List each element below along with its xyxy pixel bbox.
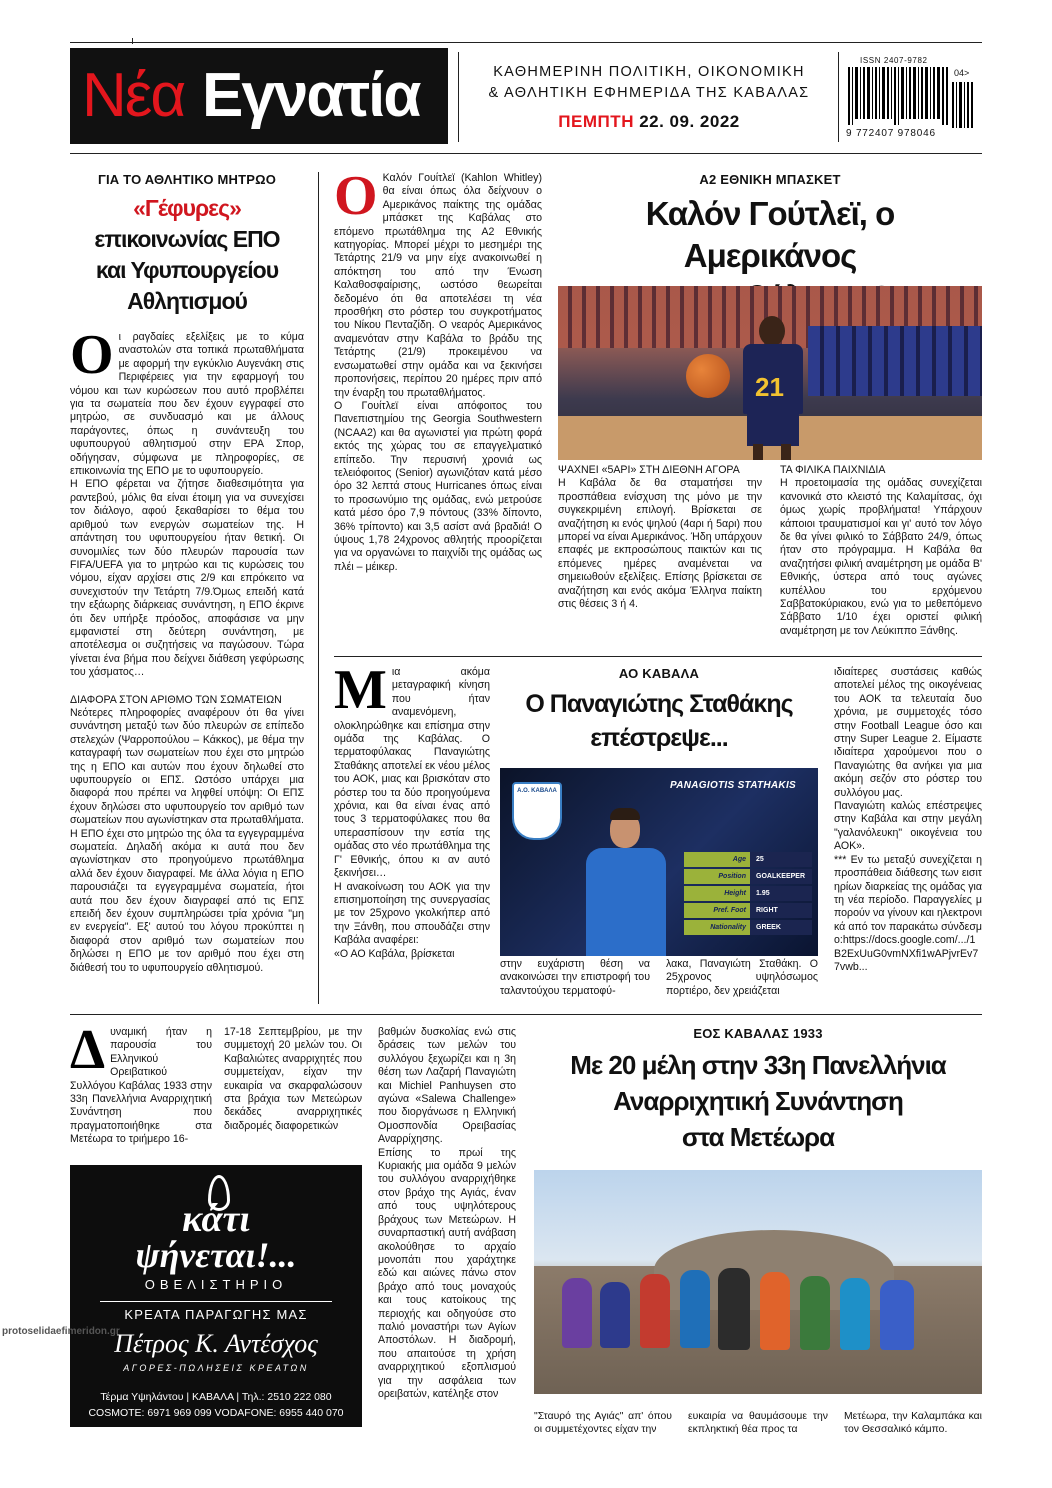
basketball-icon: [686, 354, 730, 398]
stat-row: Height 1.95: [684, 886, 812, 901]
climber: [562, 1278, 592, 1348]
climber: [800, 1276, 830, 1350]
article-epo: [70, 172, 304, 975]
article-stathakis-head: [500, 666, 818, 755]
article-whitley-para-1: Καλόν Γουίτλεϊ (Kahlon Whitley) θα είναι όπως όλα δείχνουν ο Αμερικάνος παίκτης της ομάδας μπάσκετ της Καβάλας στο επόμενο πρωτάθλημα της Α2 Εθνικής κατηγορίας. Μπορεί μέχρι το μεσημέρι της Τετάρτης 21/9 να μην είχε ανακοινωθεί η απόκτηση του από την Ένωση Καλαθοσφαίρισης, ωστόσο θεωρείται δεδομένο ότι θα αποτελέσει τη νέα προσθήκη στο ρόστερ του συγκροτήματος του Νίκου Πενταζίδη. Ο νεαρός Αμερικάνος αναμενόταν στην Καβάλα το βράδυ της Τετάρτης (21/9) προκειμένου να ενσωματωθεί στην ομάδα και να ξεκινήσει προπονήσεις, περίπου 20 ημέρες πριν από την έναρξη του πρωταθλήματος.: [334, 172, 542, 399]
basketball-player-photo: [558, 286, 982, 460]
ad-kati-psinetai: [70, 1165, 362, 1427]
goalkeeper-photo: [500, 768, 818, 956]
ad-business: ΑΓΟΡΕΣ-ΠΩΛΗΣΕΙΣ ΚΡΕΑΤΩΝ: [123, 1363, 309, 1373]
issue-code: 04>: [954, 68, 970, 78]
article-eos-under2: ευκαιρία να θαυμάσουμε την εκπληκτική θέα προς τα: [688, 1411, 828, 1436]
article-whitley-dropcap: Ο: [334, 165, 378, 227]
ad-slogan: ΚΡΕΑΤΑ ΠΑΡΑΓΩΓΗΣ ΜΑΣ: [124, 1307, 308, 1322]
stat-row: Age 25: [684, 852, 812, 867]
tagline-line-2: & ΑΘΛΗΤΙΚΗ ΕΦΗΜΕΡΙΔΑ ΤΗΣ ΚΑΒΑΛΑΣ: [488, 85, 810, 101]
climber: [640, 1274, 670, 1348]
club-badge-icon: [512, 782, 562, 840]
article-eos-col1: Δ υναμική ήταν η παρουσία του Ελληνικού Ορειβατικού Συλλόγου Καβάλας 1933 στην 33η Πανελλήνια Αναρριχητική Συνάντηση που πραγματοποιήθηκε στα Μετέωρα το τριήμερο 16-: [70, 1019, 212, 1146]
article-whitley-sub1: ΨΑΧΝΕΙ «5ΑΡΙ» ΣΤΗ ΔΙΕΘΝΗ ΑΓΟΡΑ Η Καβάλα δε θα σταματήσει την προσπάθεια ενίσχυση της μόνο με την συγκεκριμένη επιλογή. Βρίσκεται σε αναζήτηση κι ενός ψηλού (4αρι ή 5αρι) που μπορεί να είναι Αμερικάνος. Ήδη υπάρχουν επαφές με εκπροσώπους παικτών και τις επόμενες ημέρες αναμένεται να σημειωθούν εξελίξεις. Επίσης βρίσκεται σε αναζήτηση και ενός ακόμα Έλληνα παίκτη στις θέσεις 3 ή 4.: [558, 464, 762, 611]
article-epo-para-1: ι ραγδαίες εξελίξεις με το κύμα αναστολών στα τοπικά πρωταθλήματα με αφορμή την εγκύκλιο Αυγενάκη στις Περιφέρειες για την εφαρμογή του νόμου και των κυρώσεων που αυτό προβλέπει για τα σωματεία που δεν έχουν εγγραφεί στο μητρώο, σε συνδυασμό και με άλλους παράγοντες, όπως η συνάντευξη του υφυπουργού αθλητισμού στην ΕΡΑ Σπορ, οδήγησαν, σύμφωνα με πληροφορίες, σε επικοινωνία της ΕΠΟ με το υφυπουργείο.: [70, 331, 304, 478]
article-epo-para-3: Νεότερες πληροφορίες αναφέρουν ότι θα γίνει συνάντηση μεταξύ των δύο πλευρών σε επίπεδο στελεχών (Ψαρροπούλου – Κάκκος), με θέμα την καταγραφή των σωματείων που έχει στο μητρώο της η ΕΠΟ και αυτών που έχουν δηλωθεί στο υφυπουργείο οι ΕΠΣ. Ωστόσο υπάρχει μια διαφορά που πρέπει να ληφθεί υπόψη: Οι ΕΠΣ έχουν δηλώσει στο υφυπουργείο τον αριθμό των σωματείων που αγωνίστηκαν στα πρωταθλήματα. Η ΕΠΟ έχει στο μητρώο της όλα τα εγγεγραμμένα σωματεία. Δηλαδή ακόμα κι αυτά που δεν αγωνίστηκαν στο προηγούμενο πρωτάθλημα αλλά δεν έχουν διαγραφεί. Με άλλα λόγια η ΕΠΟ παρουσιάζει τα εγγεγραμμένα σωματεία, ήτοι αυτά που δεν έχουν διαγραφεί από τις ΕΠΣ επειδή δεν έχουν συμπληρώσει τρία χρόνια "μη εν ενεργεία". Εξ' αυτού του λόγου προκύπτει η διαφορά στον αριθμό των σωματείων που δηλώσει η ΕΠΟ με τον αριθμό που έχει στη διάθεσή του το υφυπουργείο αθλητισμού.: [70, 706, 304, 974]
article-whitley-para-2: Ο Γουίτλεϊ είναι απόφοιτος του Πανεπιστημίου της Georgia Southwestern (NCAA2) και θα αγωνιστεί για πρώτη φορά εκτός της χώρας του σε επαγγελματικό επίπεδο. Την περυσινή χρονιά ως τελειόφοιτος (Senior) αγωνιζόταν κατά μέσο όρο 32 λεπτά στους Hurricanes όπως είναι το προσωνύμιο της ομάδας, ενώ μετρούσε κατά μέσο όρο 7,9 πόντους (33% δίποντο, 36% τρίποντο) και 3,5 ασίστ ανά βραδιά! Ο ύψους 1,78 24χρονος αθλητής προορίζεται για να οργανώνει το παιχνίδι της ομάδας ως πλέι – μέικερ.: [334, 399, 542, 573]
article-stathakis-headline: Ο Παναγιώτης Σταθάκης επέστρεψε...: [525, 690, 793, 752]
stat-row: Position GOALKEEPER: [684, 869, 812, 884]
arena-seats-blue: [808, 326, 982, 396]
tagline-line-1: ΚΑΘΗΜΕΡΙΝΗ ΠΟΛΙΤΙΚΗ, ΟΙΚΟΝΟΜΙΚΗ: [493, 64, 805, 80]
masthead-title-part2: Εγνατία: [202, 61, 420, 130]
article-eos-dropcap: Δ: [70, 1019, 106, 1081]
masthead-title-part1: Νέα: [82, 61, 185, 130]
article-whitley-kicker: Α2 ΕΘΝΙΚΗ ΜΠΑΣΚΕΤ: [699, 172, 841, 187]
article-stathakis-dropcap: Μ: [334, 659, 387, 721]
issue-date-value: 22. 09. 2022: [639, 112, 740, 131]
article-whitley-sub2: ΤΑ ΦΙΛΙΚΑ ΠΑΙΧΝΙΔΙΑ Η προετοιμασία της ομάδας συνεχίζεται κανονικά στο κλειστό της Καλαμίτσας, όχι όμως χωρίς προβλήματα! Υπάρχουν κάποιοι τραυματισμοί και γι' αυτό τον λόγο δε θα γίνει φιλικό το Σάββατο 24/9, όπως ήταν στο πρόγραμμα. Η Καβάλα θα αναζητήσει φιλική αναμέτρηση με ομάδα Β' Εθνικής, ύστερα από τους αγώνες κυπέλλου του ερχόμενου Σαββατοκύριακου, ενώ για το μεθεπόμενο Σάββατο 1/10 έχει οριστεί φιλική αναμέτρηση με τον Λεύκιππο Ξάνθης.: [780, 464, 982, 637]
barcode-block: [846, 56, 980, 146]
article-eos-col3: βαθμών δυσκολίας ενώ στις δράσεις των μελών του συλλόγου ξεχωρίζει και η 3η θέση των Λαζαρή Παναγιώτη και Michiel Panhuysen στο αγώνα «Salewa Challenge» που διοργάνωσε η Ελληνική Ομοσπονδία Ορειβασίας Αναρρίχησης. Επίσης το πρωί της Κυριακής μια ομάδα 9 μελών του συλλόγου αναρριχήθηκε στον βράχο της Αγιάς, έναν από τους υψηλότερους βράχους των Μετεώρων. Η συναρπαστική αυτή ανάβαση ακολούθησε το αρχαίο μονοπάτι που χαράχτηκε εδώ και αιώνες πάνω στον βράχο από τους μοναχούς και τους κατοίκους της περιοχής και οδηγούσε στο παλιό μοναστήρι των Αγίων Αποστόλων. Η διαδρομή, που απαιτούσε τη χρήση αναρριχητικού εξοπλισμού για την ασφάλεια των ορειβατών, κατέληξε στον: [378, 1026, 516, 1400]
article-whitley-sub1-text: Η Καβάλα δε θα σταματήσει την προσπάθεια ενίσχυση της μόνο με την συγκεκριμένη επιλογή. Βρίσκεται σε αναζήτηση κι ενός ψηλού (4αρι ή 5αρι) που μπορεί να είναι Αμερικάνος. Ήδη υπάρχουν επαφές με εκπροσώπους παικτών και τις επόμενες ημέρες αναμένεται να σημειωθούν εξελίξεις. Επίσης βρίσκεται σε αναζήτηση και ενός ακόμα Έλληνα παίκτη στις θέσεις 3 ή 4.: [558, 477, 762, 611]
climber: [760, 1272, 790, 1350]
article-epo-kicker: ΓΙΑ ΤΟ ΑΘΛΗΤΙΚΟ ΜΗΤΡΩΟ: [97, 172, 277, 187]
ad-brand-1: κάτι: [182, 1198, 250, 1240]
article-eos-kicker: ΕΟΣ ΚΑΒΑΛΑΣ 1933: [693, 1026, 823, 1041]
climber: [718, 1268, 750, 1350]
jersey-number: 21: [755, 372, 784, 402]
climber: [680, 1270, 710, 1348]
article-epo-para-2: Η ΕΠΟ φέρεται να ζήτησε διαθεσιμότητα για ραντεβού, μόλις θα είναι έτοιμη για να συνεχίσει τον διάλογο, αφού ξεκαθαρίσει το θέμα του αριθμού των ενεργών σωματείων της. Η απάντηση του υφυπουργείου ήταν θετική. Οι συνομιλίες των δύο πλευρών παρουσία των FIFA/UEFA για το μητρώο και τις κυρώσεις του νόμου, είχαν αρχίσει στις 2/9 και επρόκειτο να συνεχιστούν την Τετάρτη 7/9.Όμως επειδή κατά την εξάωρης διάρκειας συνάντηση, η ΕΠΟ έκρινε ότι δεν υπήρξε πρόοδος, αποφάσισε να μην εμφανιστεί στη δεύτερη συνάντηση, με αποτέλεσμα οι συζητήσεις να παγώσουν. Τώρα γίνεται ένα βήμα που δείχνει διάθεση γεφύρωσης του χάσματος…: [70, 478, 304, 679]
article-eos-head: [534, 1026, 982, 1155]
barcode-icon: [848, 67, 948, 125]
climber: [600, 1282, 630, 1348]
stats-table: [684, 852, 812, 937]
ad-brand-2: ψήνεται!...: [135, 1235, 297, 1275]
issue-date: [466, 111, 832, 132]
ad-mobiles: COSMOTE: 6971 969 099 VODAFONE: 6955 440 070: [88, 1407, 344, 1419]
masthead-tagline: [466, 62, 832, 132]
chevron-right-icon: >: [964, 68, 970, 78]
climbers-group-photo: [534, 1170, 982, 1394]
article-epo-dropcap: Ο: [70, 324, 114, 386]
masthead-logo: [70, 48, 448, 144]
article-stathakis-col1: Μ ια ακόμα μεταγραφική κίνηση που ήταν αναμενόμενη, ολοκληρώθηκε και επίσημα στην ομάδα της Καβάλας. Ο τερματοφύλακας Παναγιώτης Σταθάκης αποτελεί εκ νέου μέλος του ΑΟΚ, μιας και βρισκόταν στο ρόστερ του τα δύο προηγούμενα χρόνια, και θα είναι ένας από τους 3 τερματοφύλακες που θα υπερασπίσουν την εστία της ομάδας στο νέο πρωτάθλημα της Γ' Εθνικής, όπου κι αν αυτό ξεκινήσει… Η ανακοίνωση του ΑΟΚ για την επισημοποίηση της συνεργασίας με τον 25χρονο γκολκήπερ από την Ξάνθη, που σπουδάζει στην Καβάλα αναφέρει: «Ο ΑΟ Καβάλα, βρίσκεται: [334, 659, 490, 960]
article-eos-headline: Με 20 μέλη στην 33η Πανελλήνια Αναρριχητική Συνάντηση στα Μετέωρα: [570, 1050, 946, 1152]
ad-type: ΟΒΕΛΙΣΤΗΡΙΟ: [144, 1277, 288, 1292]
article-stathakis-col4: ιδιαίτερες συστάσεις καθώς αποτελεί μέλος της οικογένειας του ΑΟΚ τα τελευταία δυο χρόνια, με συμμετοχές τόσο στην Football League όσο και στην Super League 2. Είμαστε ιδιαίτερα χαρούμενοι που ο Παναγιώτης θα ανήκει για μια ακόμη σεζόν στο ρόστερ του συλλόγου μας. Παναγιώτη καλώς επέστρεψες στην Καβάλα και στην μεγάλη "γαλανόλευκη" οικογένεια του ΑΟΚ». *** Εν τω μεταξύ συνεχίζεται η προσπάθεια διάθεσης των εισιτηρίων διαρκείας της ομάδας για τη νέα περίοδο. Παραγγελίες μπορούν να γίνουν και ηλεκτρονικά από τον παρακάτω σύνδεσμο:https://docs.google.com/.../1B2ExUuG0vmNXfi1wAPjvrEv77vwb...: [834, 666, 982, 973]
article-stathakis-kicker: ΑΟ ΚΑΒΑΛΑ: [618, 666, 700, 681]
mini-barcode-icon: [952, 82, 974, 128]
stat-row: Pref. Foot RIGHT: [684, 903, 812, 918]
article-eos-under3: Μετέωρα, την Καλαμπάκα και τον Θεσσαλικό κάμπο.: [844, 1411, 982, 1436]
goalkeeper-figure: [580, 808, 672, 956]
issue-day: ΠΕΜΠΤΗ: [558, 112, 634, 131]
article-whitley-sub2-text: Η προετοιμασία της ομάδας συνεχίζεται κανονικά στο κλειστό της Καλαμίτσας, όχι όμως χωρίς προβλήματα! Υπάρχουν κάποιοι τραυματισμοί και γι' αυτό τον λόγο δε θα γίνει φιλικό το Σάββατο 24/9, όπως ήταν στο πρόγραμμα. Η Καβάλα θα αναζητήσει φιλική αναμέτρηση με ομάδα Β' Εθνικής, ύστερα από τους αγώνες κυπέλλου του ερχόμενου Σαββατοκύριακου, ενώ για το μεθεπόμενο Σάββατο 1/10 έχει οριστεί φιλική αναμέτρηση με τον Λεύκιππο Ξάνθης.: [780, 477, 982, 637]
article-stathakis-under1: στην ευχάριστη θέση να ανακοινώσει την επιστροφή του ταλαντούχου τερματοφύ-: [500, 958, 650, 997]
card-name: PANAGIOTIS STATHAKIS: [670, 780, 796, 791]
player-figure: [733, 316, 813, 460]
barcode-number: 9 772407 978046: [846, 128, 936, 139]
article-epo-headline: «Γέφυρες» επικοινωνίας ΕΠΟ και Υφυπουργείου Αθλητισμού: [94, 195, 280, 314]
club-badge-label: Α.Ο. ΚΑΒΑΛΑ: [517, 788, 557, 794]
ad-address: Τέρμα Υψηλάντου | ΚΑΒΑΛΑ | Τηλ.: 2510 222 080: [100, 1391, 332, 1403]
article-epo-subhead: ΔΙΑΦΟΡΑ ΣΤΟΝ ΑΡΙΘΜΟ ΤΩΝ ΣΩΜΑΤΕΙΩΝ: [70, 693, 282, 706]
article-eos-col2: 17-18 Σεπτεμβρίου, με την συμμετοχή 20 μελών του. Οι Καβαλιώτες αναρριχητές που συμμετείχαν, είχαν την ευκαιρία να σκαρφαλώσουν στα βράχια των Μετεώρων δεκάδες αναρριχητικές διαδρομές διαφορετικών: [224, 1026, 362, 1132]
climber: [880, 1280, 914, 1350]
article-whitley-headline: Καλόν Γούτλεϊ, ο Αμερικάνος: [645, 195, 895, 274]
article-epo-body: [70, 324, 304, 975]
issn-label: ISSN 2407-9782: [860, 56, 928, 65]
watermark: protoselidaefimeridon.gr: [2, 1326, 120, 1337]
article-stathakis-under2: λακα, Παναγιώτη Σταθάκη. Ο 25χρονος υψηλόσωμος πορτιέρο, δεν χρειάζεται: [666, 958, 818, 997]
ad-owner: Πέτρος Κ. Αντέσχος: [114, 1329, 318, 1358]
stat-row: Nationality GREEK: [684, 920, 812, 935]
article-whitley-left: [334, 165, 542, 574]
article-eos-under1: "Σταυρό της Αγιάς" απ' όπου οι συμμετέχοντες είχαν την: [534, 1411, 672, 1436]
climber: [840, 1278, 870, 1350]
